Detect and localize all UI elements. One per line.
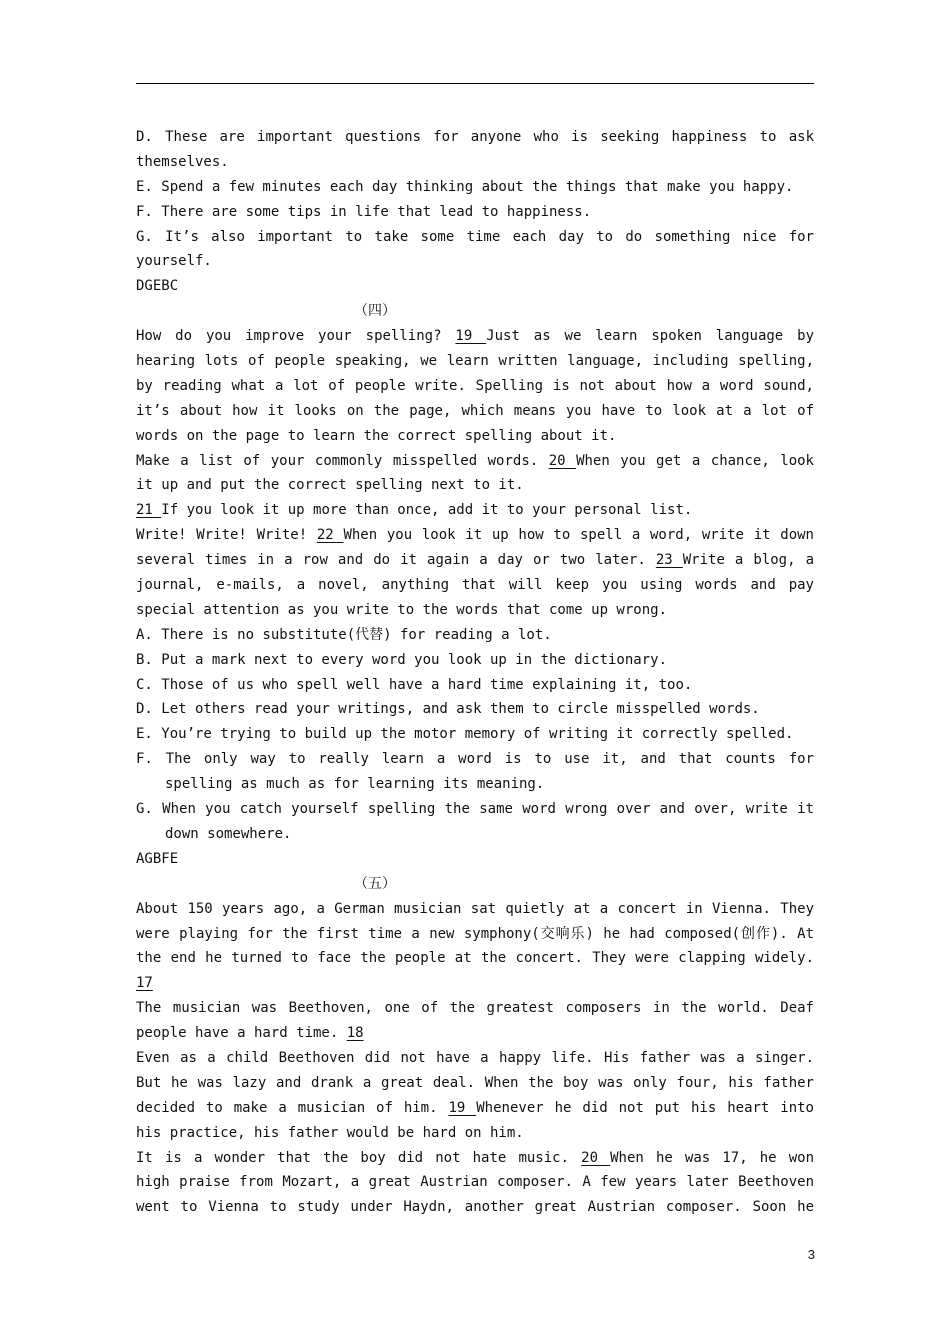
text-line: D. Let others read your writings, and ask them to circle misspelled words. <box>136 701 760 718</box>
text-line: G. It’s also important to take some time each day to do something nice for <box>136 228 814 245</box>
text-line: It is a wonder that the boy did not hate music. 20 When he was 17, he won <box>136 1149 814 1166</box>
section-heading: （五） <box>354 875 396 892</box>
answer-blank: 23 <box>655 552 683 569</box>
page-number: 3 <box>807 1247 815 1262</box>
text-line: themselves. <box>136 153 229 170</box>
answer-blank: 21 <box>136 502 162 519</box>
text-line: DGEBC <box>136 278 179 295</box>
text-line: yourself. <box>136 253 212 270</box>
text-line: it’s about how it looks on the page, which means you have to look at a lot of <box>136 402 814 419</box>
answer-blank: 20 <box>581 1149 611 1166</box>
text-line: decided to make a musician of him. 19 Whenever he did not put his heart into <box>136 1099 814 1116</box>
text-line: B. Put a mark next to every word you look up in the dictionary. <box>136 651 668 668</box>
text-line: A. There is no substitute(代替) for reading a lot. <box>136 626 552 643</box>
text-line: E. You’re trying to build up the motor memory of writing it correctly spelled. <box>136 726 794 743</box>
text-line: by reading what a lot of people write. Spelling is not about how a word sound, <box>136 377 814 394</box>
text-line: spelling as much as for learning its meaning. <box>165 776 545 793</box>
text-line: 21 If you look it up more than once, add it to your personal list. <box>136 502 693 519</box>
text-line: How do you improve your spelling? 19 Just as we learn spoken language by <box>136 328 814 345</box>
text-line: went to Vienna to study under Haydn, another great Austrian composer. Soon he <box>136 1199 814 1216</box>
text-line: The musician was Beethoven, one of the greatest composers in the world. Deaf <box>136 1000 814 1017</box>
answer-blank: 20 <box>548 452 577 469</box>
text-line: E. Spend a few minutes each day thinking about the things that make you happy. <box>136 178 794 195</box>
text-line: journal, e-mails, a novel, anything that will keep you using words and pay <box>136 577 814 594</box>
text-line: were playing for the first time a new symphony(交响乐) he had composed(创作). At <box>136 925 814 942</box>
document-body <box>136 125 814 1220</box>
text-line: Write! Write! Write! 22 When you look it up how to spell a word, write it down <box>136 527 814 544</box>
section-heading: （四） <box>354 303 396 320</box>
text-line: it up and put the correct spelling next to it. <box>136 477 524 494</box>
text-line <box>136 971 814 996</box>
text-line: words on the page to learn the correct spelling about it. <box>136 427 617 444</box>
answer-blank: 19 <box>455 328 487 345</box>
answer-blank: 18 <box>346 1025 364 1042</box>
text-line: the end he turned to face the people at the concert. They were clapping widely. <box>136 950 814 967</box>
text-line: D. These are important questions for anyone who is seeking happiness to ask <box>136 129 814 145</box>
text-line: special attention as you write to the words that come up wrong. <box>136 601 668 618</box>
text-line: Make a list of your commonly misspelled words. 20 When you get a chance, look <box>136 452 814 469</box>
text-line: F. The only way to really learn a word is to use it, and that counts for <box>136 751 814 768</box>
text-line: But he was lazy and drank a great deal. When the boy was only four, his father <box>136 1074 814 1091</box>
text-line: high praise from Mozart, a great Austrian composer. A few years later Beethoven <box>136 1174 814 1191</box>
answer-blank: 22 <box>316 527 344 544</box>
text-line: several times in a row and do it again a day or two later. 23 Write a blog, a <box>136 552 814 569</box>
text-line: hearing lots of people speaking, we learn written language, including spelling, <box>136 353 814 370</box>
header-rule <box>136 83 814 84</box>
text-line: people have a hard time. 18 <box>136 1025 364 1042</box>
text-line: down somewhere. <box>165 825 292 842</box>
answer-blank: 19 <box>448 1099 477 1116</box>
text-line: C. Those of us who spell well have a hard time explaining it, too. <box>136 676 693 693</box>
text-line: Even as a child Beethoven did not have a happy life. His father was a singer. <box>136 1049 814 1066</box>
answer-blank: 17 <box>136 975 153 992</box>
text-line: About 150 years ago, a German musician sat quietly at a concert in Vienna. They <box>136 900 814 917</box>
text-line: F. There are some tips in life that lead to happiness. <box>136 203 592 220</box>
text-line: his practice, his father would be hard on him. <box>136 1124 524 1141</box>
text-line: G. When you catch yourself spelling the same word wrong over and over, write it <box>136 801 814 818</box>
text-line: AGBFE <box>136 850 179 867</box>
